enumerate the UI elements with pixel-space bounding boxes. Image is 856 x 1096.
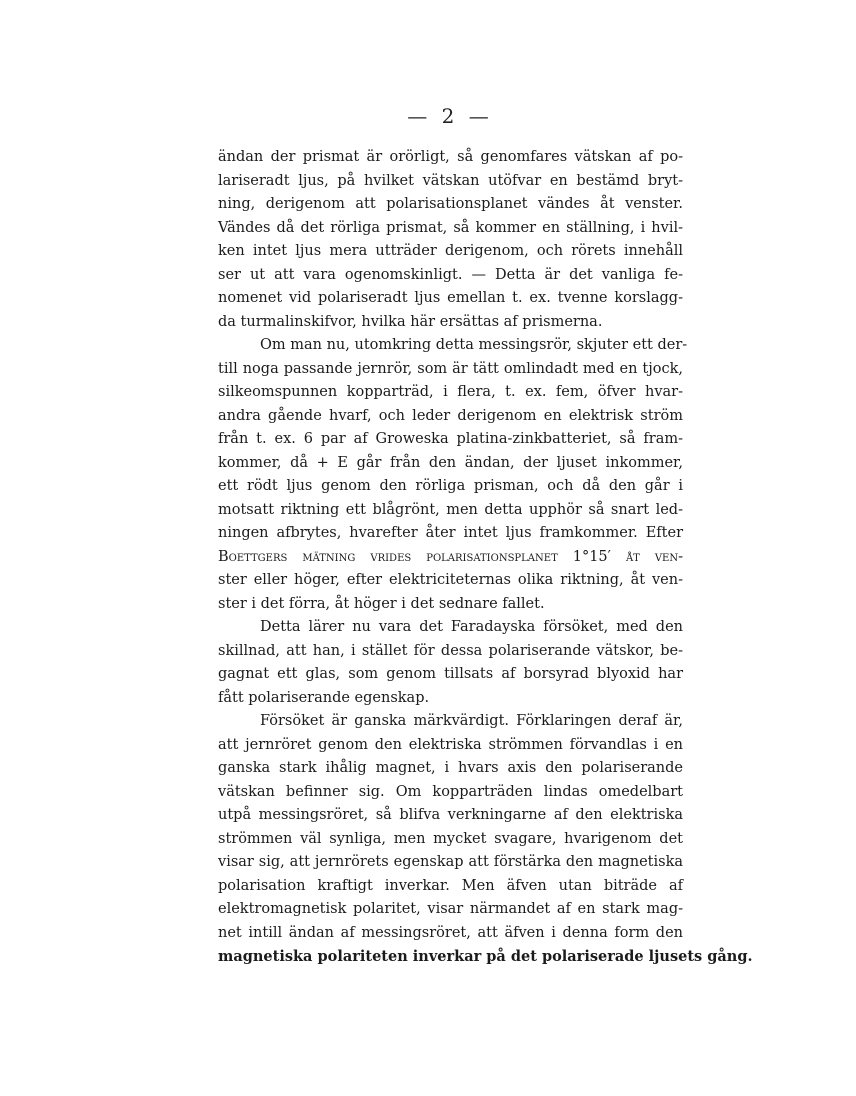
text-line: kommer, då + E går från den ändan, der ljuset inkommer, <box>218 454 683 471</box>
text-line: motsatt riktning ett blågrönt, men detta upphör så snart led- <box>218 501 683 518</box>
text-line: andra gående hvarf, och leder derigenom en elektrisk ström <box>218 407 683 424</box>
page-number: — 2 — <box>407 104 493 128</box>
text-line: ändan der prismat är orörligt, så genomfares vätskan af po- <box>218 149 683 165</box>
text-line: ken intet ljus mera utträder derigenom, och rörets innehåll <box>218 243 683 259</box>
text-line: Boettgers mätning vrides polarisationsplanet 1°15′ åt ven- <box>218 548 683 565</box>
text-line: Vändes då det rörliga prismat, så kommer en ställning, i hvil- <box>218 219 683 236</box>
body-text <box>218 146 753 969</box>
text-line: att jernröret genom den elektriska strömmen förvandlas i en <box>218 736 683 753</box>
text-line: Försöket är ganska märkvärdigt. Förklaringen deraf är, <box>260 713 683 729</box>
text-line: från t. ex. 6 par af Groweska platina-zinkbatteriet, så fram- <box>218 431 683 447</box>
text-line: ningen afbrytes, hvarefter åter intet ljus framkommer. Efter <box>218 525 683 541</box>
text-line: elektromagnetisk polaritet, visar närmandet af en stark mag- <box>218 901 683 917</box>
text-line: net intill ändan af messingsröret, att äfven i denna form den <box>218 924 683 941</box>
text-line: ett rödt ljus genom den rörliga prisman, och då den går i <box>218 478 683 494</box>
text-line: visar sig, att jernrörets egenskap att förstärka den magnetiska <box>218 854 683 870</box>
text-line: lariseradt ljus, på hvilket vätskan utöfvar en bestämd bryt- <box>218 172 683 189</box>
text-line: fått polariserande egenskap. <box>218 689 430 706</box>
text-line: da turmalinskifvor, hvilka här ersättas af prismerna. <box>218 313 603 330</box>
text-line: ser ut att vara ogenomskinligt. — Detta är det vanliga fe- <box>218 266 683 283</box>
text-line: magnetiska polariteten inverkar på det polariserade ljusets gång. <box>218 948 753 965</box>
text-line: vätskan befinner sig. Om kopparträden lindas omedelbart <box>218 783 683 800</box>
text-line: utpå messingsröret, så blifva verkningarne af den elektriska <box>218 807 683 823</box>
text-line: Detta lärer nu vara det Faradayska försöket, med den <box>260 619 683 635</box>
text-line: till noga passande jernrör, som är tätt omlindadt med en tjock, <box>218 360 683 377</box>
text-line: ganska stark ihålig magnet, i hvars axis den polariserande <box>218 760 683 776</box>
text-line: ster i det förra, åt höger i det sednare fallet. <box>218 595 545 612</box>
text-line: Om man nu, utomkring detta messingsrör, skjuter ett der- <box>260 337 688 353</box>
text-line: ning, derigenom att polarisationsplanet vändes åt venster. <box>218 196 683 212</box>
paragraph-4 <box>218 710 753 969</box>
text-line: polarisation kraftigt inverkar. Men äfven utan biträde af <box>218 877 683 894</box>
text-line: nomenet vid polariseradt ljus emellan t. ex. tvenne korslagg- <box>218 290 683 306</box>
text-line: ster eller höger, efter elektriciteternas olika riktning, åt ven- <box>218 572 683 588</box>
paragraph-1 <box>218 146 683 334</box>
paragraph-2 <box>218 334 688 616</box>
text-line: silkeomspunnen kopparträd, i flera, t. ex. fem, öfver hvar- <box>218 384 683 400</box>
paragraph-3 <box>218 616 683 710</box>
text-line: strömmen väl synliga, men mycket svagare, hvarigenom det <box>218 830 683 847</box>
text-line: skillnad, att han, i stället för dessa polariserande vätskor, be- <box>218 642 683 659</box>
text-line: gagnat ett glas, som genom tillsats af borsyrad blyoxid har <box>218 666 683 682</box>
